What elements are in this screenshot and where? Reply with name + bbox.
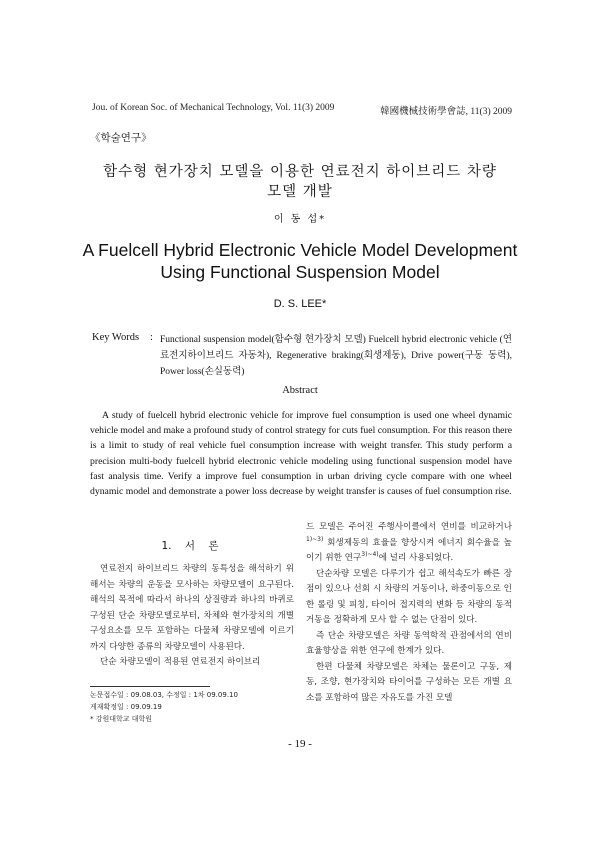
body-paragraph (306, 520, 512, 567)
keywords-label: Key Words (92, 332, 140, 343)
title-en-line-1: A Fuelcell Hybrid Electronic Vehicle Model Development (82, 240, 518, 260)
abstract-text: A study of fuelcell hybrid electronic vehicle for improve fuel consumption is used one wheel dynamic vehicle model and make a profound study of control strategy for cuts fuel consumption. For this reason there is a limit to study of real vehicle fuel consumption increase with weight transfer. This study perform a precision multi-body fuelcell hybrid electronic vehicle modeling using functional suspension model have fast analysis time. Verify a improve fuel consumption in urban driving cycle compare with one wheel dynamic model and demonstrate a power loss decrease by weight transfer is causes of fuel consumption rise. (90, 410, 512, 498)
body-paragraph: 단순차량 모델은 다루기가 쉽고 해석속도가 빠른 장점이 있으나 선회 시 차량의 거동이나, 하중이동으로 인한 롤링 및 피칭, 타이어 접지력의 변화 등 차량의 동적 거동을 정확하게 모사 할 수 없는 단점이 있다. (306, 568, 512, 625)
body-paragraph: 한편 다물체 차량모델은 차체는 물론이고 구동, 제동, 조향, 현가장치와 타이어를 구성하는 모든 개별 요소를 포함하여 많은 자유도를 가진 모델 (306, 661, 512, 703)
author-en: D. S. LEE* (273, 298, 327, 310)
author-kr: 이 동 섭* (273, 214, 327, 225)
journal-header-kr: 韓國機械技術學會誌, 11(3) 2009 (380, 107, 512, 117)
citation-ref: 3)~4) (361, 551, 379, 559)
body-paragraph: 단순 차량모델이 적용된 연료전지 하이브리 (100, 657, 261, 667)
body-text-fragment: 에 널리 사용되었다. (378, 553, 454, 563)
body-paragraph: 즉 단순 차량모델은 차량 동역학적 관점에서의 연비효율향상을 위한 연구에 한계가 있다. (306, 630, 512, 656)
title-kr-line-1: 함수형 현가장치 모델을 이용한 연료전지 하이브리드 차량 (103, 164, 497, 180)
body-paragraph: 연료전지 하이브리드 차량의 동특성을 해석하기 위해서는 차량의 운동을 모사하는 차량모델이 요구된다. 해석의 목적에 따라서 하나의 상질량과 하나의 바퀴로 구성된 단순 차량모델로부터, 차체와 현가장치의 개별 구성요소를 모두 포함하는 다물체 차량모델에 이르기 까지 다양한 종류의 차량모델이 사용된다. (90, 564, 294, 652)
body-text-fragment: 드 모델은 주어진 주행사이클에서 연비를 비교하거나 (306, 522, 512, 532)
title-en-line-2: Using Functional Suspension Model (160, 262, 440, 282)
body-text-fragment: 회생제동의 효율을 향상시켜 에너지 회수율을 높이기 위한 연구 (306, 537, 512, 563)
page-number: - 19 - (288, 738, 312, 750)
footnote-affiliation: * 강원대학교 대학원 (90, 715, 153, 723)
citation-ref: 1)~3) (306, 535, 324, 543)
body-column-right (306, 520, 512, 706)
article-category: 《학술연구》 (90, 132, 152, 144)
title-kr-line-2: 모델 개발 (267, 184, 333, 200)
abstract-heading: Abstract (282, 385, 318, 396)
keywords-colon: : (150, 332, 153, 343)
section-heading-introduction: 1. 서 론 (161, 540, 219, 552)
body-column-left (90, 562, 294, 671)
footnote-accepted: 게재확정일 : 09.09.19 (90, 703, 162, 711)
footnote-divider (90, 686, 210, 687)
journal-header-en: Jou. of Korean Soc. of Mechanical Technology, Vol. 11(3) 2009 (92, 103, 335, 113)
keywords-text: Functional suspension model(함수형 현가장치 모델) Fuelcell hybrid electronic vehicle (연료전지하이브리드 자동차), Regenerative braking(회생제동), Drive power(구동 동력), Power loss(손실동력) (160, 335, 512, 377)
footnote-received: 논문접수일 : 09.08.03, 수정일 : 1차 09.09.10 (90, 691, 238, 699)
